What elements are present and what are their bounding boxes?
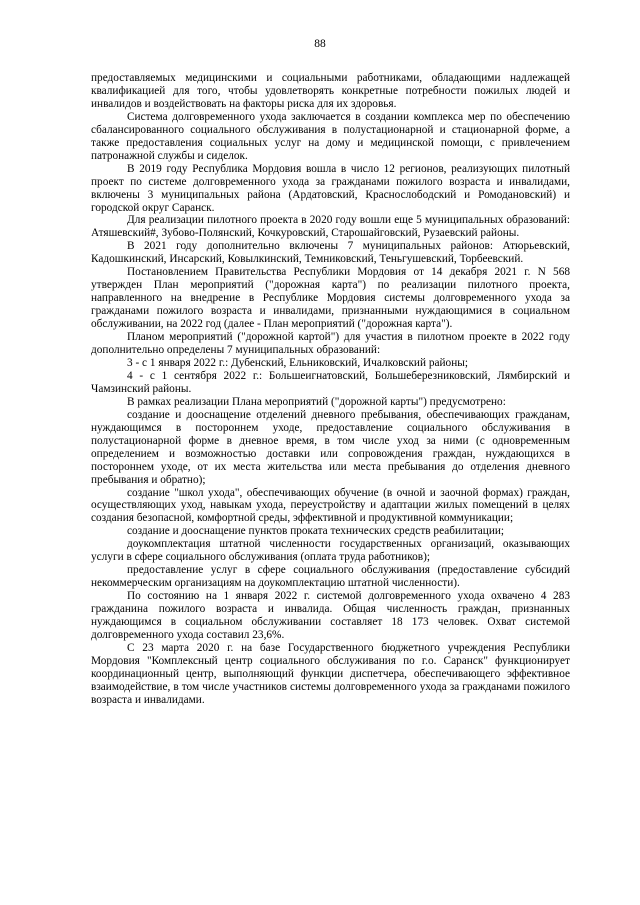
page-number: 88 [314,38,326,50]
list-item-september: 4 - с 1 сентября 2022 г.: Большеигнатовский, Большеберезниковский, Лямбирский и Чамзинский районы. [91,369,570,395]
body-text [91,72,570,707]
paragraph-roadmap-2022: Планом мероприятий ("дорожной картой") для участия в пилотном проекте в 2022 году дополнительно определены 7 муниципальных образований: [91,331,570,357]
paragraph-government-decree: Постановлением Правительства Республики Мордовия от 14 декабря 2021 г. N 568 утвержден План мероприятий ("дорожная карта") по реализации пилотного проекта, направленного на внедрение в Республике Мордовия системы долговременного ухода за гражданами пожилого возраста и инвалидами, признанными нуждающимися в социальном обслуживании, на 2022 год (далее - План мероприятий ("дорожная карта"). [91,266,570,331]
paragraph-coverage-stats: По состоянию на 1 января 2022 г. системой долговременного ухода охвачено 4 283 гражданина пожилого возраста и инвалида. Общая численность граждан, признанных нуждающимся в социальном обслуживании составляет 18 173 человек. Охват системой долговременного ухода составил 23,6%. [91,590,570,641]
paragraph-2021-expansion: В 2021 году дополнительно включены 7 муниципальных районов: Атюрьевский, Кадошкинский, Инсарский, Ковылкинский, Темниковский, Теньгушевский, Торбеевский. [91,240,570,266]
paragraph-ltc-system: Система долговременного ухода заключается в создании комплекса мер по обеспечению сбалансированного социального обслуживания в полустационарной и стационарной форме, а также предоставления социальных услуг на дому и медицинской помощи, с привлечением патронажной службы и сиделок. [91,110,570,162]
paragraph-coordination-center: С 23 марта 2020 г. на базе Государственного бюджетного учреждения Республики Мордовия "Комплексный центр социального обслуживания по г.о. Саранск" функционирует координационный центр, выполняющий функции диспетчера, обеспечивающего эффективное взаимодействие, в том числе участников системы долговременного ухода за гражданами пожилого возраста и инвалидами. [91,641,570,706]
paragraph-2019-pilot: В 2019 году Республика Мордовия вошла в число 12 регионов, реализующих пилотный проект по системе долговременного ухода за гражданами пожилого возраста и инвалидами, включены 3 муниципальных района (Ардатовский, Краснослободский и Ромодановский) и городской округ Саранск. [91,162,570,214]
list-item-january: 3 - с 1 января 2022 г.: Дубенский, Ельниковский, Ичалковский районы; [127,356,468,369]
paragraph-continuation: предоставляемых медицинскими и социальными работниками, обладающими надлежащей квалификацией для того, чтобы удовлетворять конкретные потребности пожилых людей и инвалидов и воздействовать на факторы риска для их здоровья. [91,72,570,110]
list-item-subsidies: предоставление услуг в сфере социального обслуживания (предоставление субсидий некоммерческим организациям на доукомплектацию штатной численности). [91,564,570,590]
list-item-staffing: доукомплектация штатной численности государственных организаций, оказывающих услуги в сфере социального обслуживания (оплата труда работников); [91,538,570,564]
list-item-care-schools: создание "школ ухода", обеспечивающих обучение (в очной и заочной формах) граждан, осуществляющих уход, навыкам ухода, переустройству и адаптации жилых помещений в целях создания безопасной, комфортной среды, эффективной и продуктивной коммуникации; [91,486,570,525]
list-item-day-care: создание и дооснащение отделений дневного пребывания, обеспечивающих гражданам, нуждающимся в постороннем уходе, предоставление социального обслуживания в полустационарной форме в дневное время, в том числе уход за ними (с одновременным определением и возможностью доставки или сопровождения граждан, нуждающихся в постороннем уходе, от их места жительства или места пребывания до отделения дневного пребывания и обратно); [91,408,570,486]
list-item-rental-points: создание и дооснащение пунктов проката технических средств реабилитации; [127,525,505,538]
paragraph-roadmap-provisions: В рамках реализации Плана мероприятий ("дорожной карты") предусмотрено: [127,395,506,408]
paragraph-2020-expansion: Для реализации пилотного проекта в 2020 году вошли еще 5 муниципальных образований: Атяшевский#, Зубово-Полянский, Кочкуровский, Старошайговский, Рузаевский районы. [91,214,570,240]
